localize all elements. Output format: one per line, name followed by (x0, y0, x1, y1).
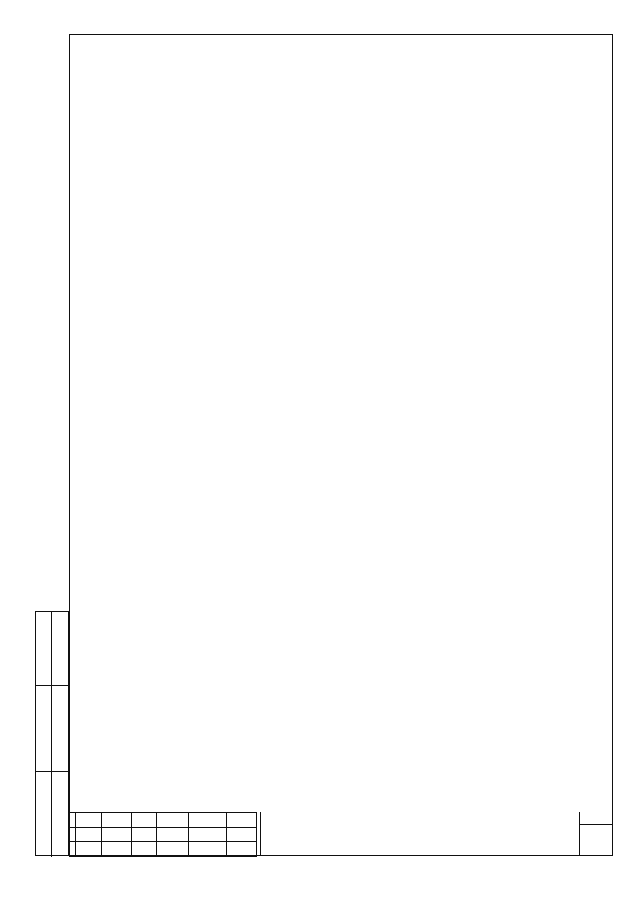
inv-cell (36, 772, 68, 857)
document-number (260, 812, 580, 856)
stamp-header-ndok (157, 842, 189, 857)
stamp-header-kol (102, 842, 132, 857)
stamp-header-data (227, 842, 257, 857)
sheet-label (580, 812, 613, 825)
date-value (227, 827, 257, 842)
side-binding-column (35, 611, 69, 856)
revision-table (69, 812, 257, 857)
stamp-header-list (132, 842, 157, 857)
sheet-box (580, 812, 613, 856)
stamp-header-izm (76, 842, 102, 857)
podp-cell (36, 686, 68, 772)
page-frame (69, 34, 613, 856)
vzam-cell (36, 612, 68, 686)
stamp-header-podpis (189, 842, 227, 857)
